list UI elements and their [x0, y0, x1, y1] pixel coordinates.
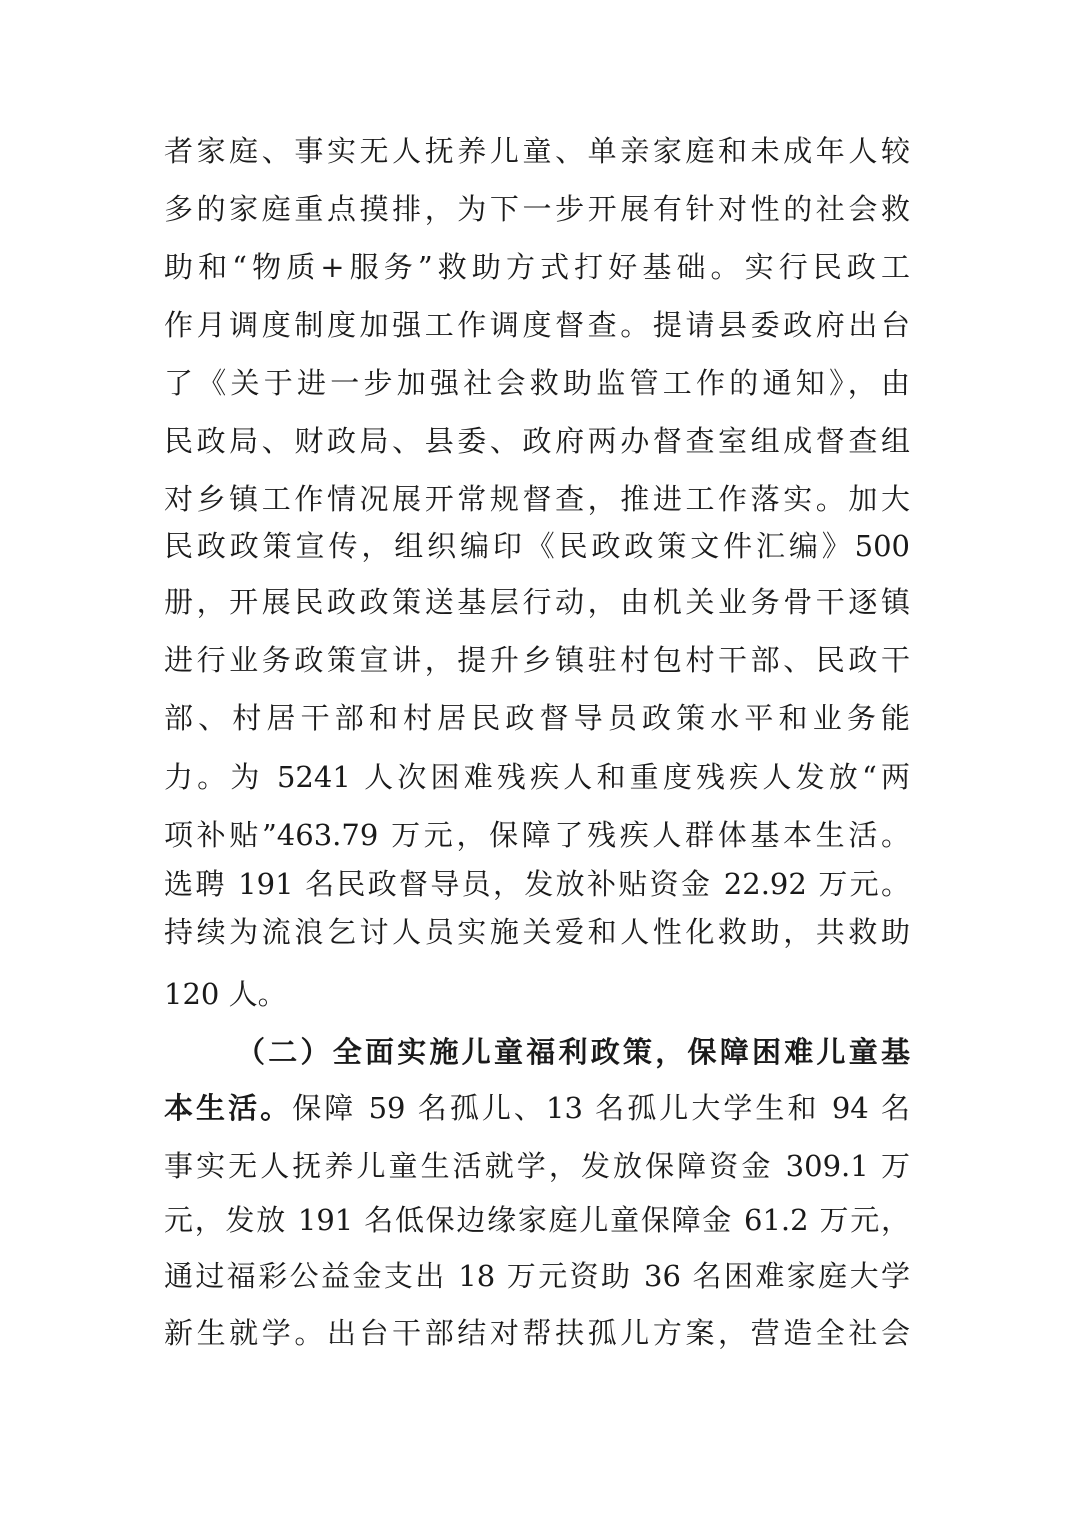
- body-text-line: 120 人。: [164, 977, 287, 1011]
- body-text-line: 新生就学。出台干部结对帮扶孤儿方案，营造全社会: [164, 1316, 910, 1350]
- body-text-line: 部、村居干部和村居民政督导员政策水平和业务能: [164, 701, 910, 735]
- body-text-line: 多的家庭重点摸排，为下一步开展有针对性的社会救: [164, 192, 910, 226]
- section-heading: （二）全面实施儿童福利政策，保障困难儿童基: [236, 1035, 910, 1069]
- body-text-line: 选聘 191 名民政督导员，发放补贴资金 22.92 万元。: [164, 867, 910, 901]
- section-heading-tail: 本生活。: [164, 1091, 293, 1125]
- body-text-line: 了《关于进一步加强社会救助监管工作的通知》，由: [164, 366, 910, 400]
- body-text-line: 事实无人抚养儿童生活就学，发放保障资金 309.1 万: [164, 1149, 910, 1183]
- body-text-line: 持续为流浪乞讨人员实施关爱和人性化救助，共救助: [164, 915, 910, 949]
- body-text-line-with-heading: [164, 1088, 910, 1128]
- body-text-line: 对乡镇工作情况展开常规督查，推进工作落实。加大: [164, 482, 910, 516]
- body-text-line: 者家庭、事实无人抚养儿童、单亲家庭和未成年人较: [164, 134, 910, 168]
- body-text-line: 元，发放 191 名低保边缘家庭儿童保障金 61.2 万元，: [164, 1203, 910, 1237]
- body-text-line: 力。为 5241 人次困难残疾人和重度残疾人发放“两: [164, 760, 910, 794]
- body-text-line: 民政政策宣传，组织编印《民政政策文件汇编》500: [164, 529, 910, 563]
- body-text-line: 作月调度制度加强工作调度督查。提请县委政府出台: [164, 308, 910, 342]
- body-text-line: 进行业务政策宣讲，提升乡镇驻村包村干部、民政干: [164, 643, 910, 677]
- body-text-line: 通过福彩公益金支出 18 万元资助 36 名困难家庭大学: [164, 1259, 910, 1293]
- body-text-line: 助和“物质+服务”救助方式打好基础。实行民政工: [164, 250, 910, 284]
- body-text-line: 册，开展民政政策送基层行动，由机关业务骨干逐镇: [164, 585, 910, 619]
- body-text-line: 项补贴”463.79 万元，保障了残疾人群体基本生活。: [164, 818, 910, 852]
- body-text-segment: 保障 59 名孤儿、13 名孤儿大学生和 94 名: [292, 1091, 910, 1125]
- body-text-line: 民政局、财政局、县委、政府两办督查室组成督查组: [164, 424, 910, 458]
